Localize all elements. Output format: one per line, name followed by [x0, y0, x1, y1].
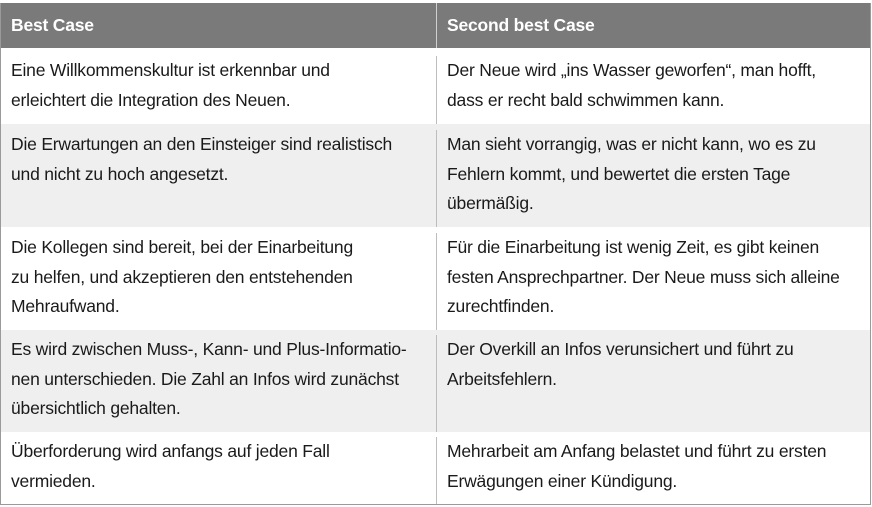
cell-line: dass er recht bald schwimmen kann. [447, 89, 725, 110]
cell-line: Erwägungen einer Kündigung. [447, 470, 678, 491]
cell-line: festen Ansprechpartner. Der Neue muss sich alleine [447, 266, 840, 287]
cell-line: und nicht zu hoch angesetzt. [11, 163, 229, 184]
cell-line: nen unterschieden. Die Zahl an Infos wird zunächst [11, 368, 399, 389]
cell-line: Mehrarbeit am Anfang belastet und führt zu ersten [447, 441, 827, 461]
cell-line: zurechtfinden. [447, 296, 555, 316]
cell-line: Arbeitsfehlern. [447, 368, 557, 389]
header-second-best-case: Second best Case [436, 3, 870, 48]
cell-line: Der Neue wird „ins Wasser geworfen“, man hofft, [447, 60, 816, 80]
table-row [1, 124, 870, 227]
cell-line: Eine Willkommenskultur ist erkennbar und [11, 60, 330, 80]
header-best-case: Best Case [11, 15, 94, 35]
cell-line: übermäßig. [447, 193, 534, 213]
cell-line: Die Kollegen sind bereit, bei der Einarbeitung [11, 237, 353, 257]
best-case-cell [1, 233, 436, 330]
table-row [1, 48, 870, 124]
cell-line: erleichtert die Integration des Neuen. [11, 89, 291, 110]
cell-line: Es wird zwischen Muss-, Kann- und Plus-Informatio- [11, 339, 407, 359]
best-case-cell [1, 130, 436, 227]
table-row [1, 330, 870, 432]
second-best-case-cell [436, 335, 870, 432]
second-best-case-cell [436, 130, 870, 227]
table-header-row [1, 3, 870, 48]
second-best-case-cell [436, 56, 870, 124]
cell-line: Die Erwartungen an den Einsteiger sind realistisch [11, 134, 393, 154]
best-case-cell [1, 437, 436, 504]
cell-line: Fehlern kommt, und bewertet die ersten Tage [447, 163, 791, 184]
cell-line: Für die Einarbeitung ist wenig Zeit, es gibt keinen [447, 237, 820, 257]
second-best-case-cell [436, 437, 870, 504]
cell-line: Mehraufwand. [11, 296, 120, 316]
best-case-cell [1, 335, 436, 432]
cell-line: übersichtlich gehalten. [11, 398, 181, 418]
cell-line: Der Overkill an Infos verunsichert und führt zu [447, 339, 794, 359]
cell-line: Man sieht vorrangig, was er nicht kann, wo es zu [447, 134, 816, 154]
cell-line: Überforderung wird anfangs auf jeden Fall [11, 441, 330, 461]
cell-line: vermieden. [11, 470, 96, 491]
table-row [1, 227, 870, 330]
best-case-cell [1, 56, 436, 124]
comparison-table [0, 3, 871, 505]
second-best-case-cell [436, 233, 870, 330]
table-row [1, 432, 870, 504]
cell-line: zu helfen, und akzeptieren den entstehenden [11, 266, 353, 287]
